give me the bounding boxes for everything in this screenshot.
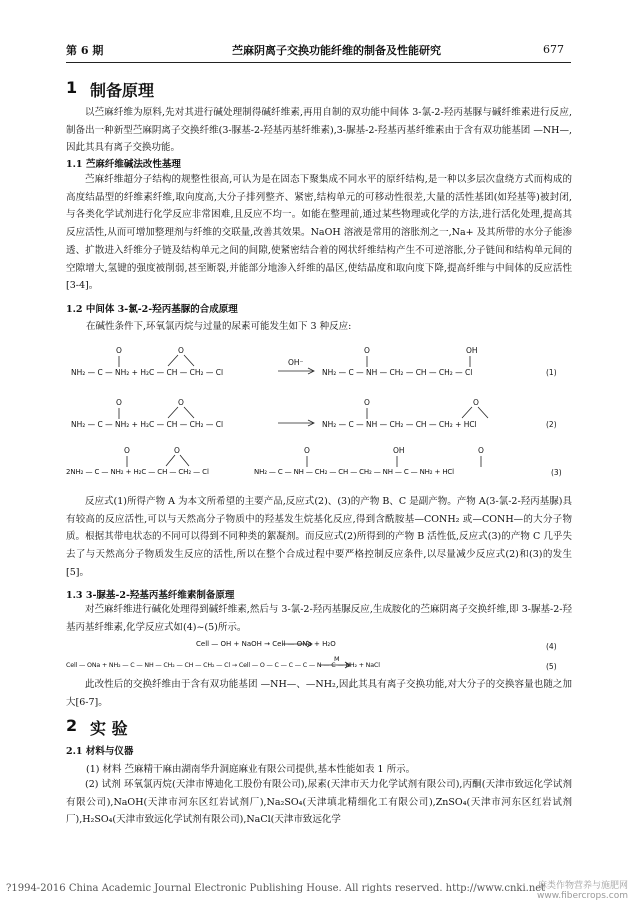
r2-product-epoxide-o: O <box>473 398 479 407</box>
reaction-1-condition: OH⁻ <box>288 358 304 367</box>
watermark-line-1: 麻类作物营养与施肥网 <box>537 881 628 891</box>
r3-o-label: O <box>124 446 130 455</box>
equation-4-number: (4) <box>546 642 557 651</box>
section-1-title: 制备原理 <box>90 81 155 100</box>
equation-5: Cell — ONa + NH₂ — C — NH — CH₂ — CH — CH₂ — Cl → Cell — O — C — C — C — N — C — NH₂ + NaCl <box>66 662 380 669</box>
section-1-intro: 以苎麻纤维为原料,先对其进行碱处理制得碱纤维素,再用自制的双功能中间体 3-氯-2-羟丙基脲与碱纤维素进行反应,制备出一种新型苎麻阴离子交换纤维(3-脲基-2-羟基丙基纤维素),3-脲基-2-羟基丙基纤维素由于含有双功能基团 —NH—,因此其具有离子交换功能。 <box>66 107 572 154</box>
reaction-2-right: NH₂ — C — NH — CH₂ — CH — CH₂ + HCl <box>322 420 477 429</box>
reaction-3-number: (3) <box>551 468 562 477</box>
r3-epoxide-bond-right <box>180 455 189 466</box>
watermark-line-2: www.fibercrops.com <box>537 891 628 901</box>
r2-product-o: O <box>364 398 370 407</box>
r1-o-label: O <box>116 346 122 355</box>
r3-product-o1: O <box>304 446 310 455</box>
r3-epoxide-o: O <box>174 446 180 455</box>
materials-item: (1) 材料 苎麻精干麻由湖南华升洞庭麻业有限公司提供,基本性能如表 1 所示。 <box>86 764 416 775</box>
r3-product-o2: O <box>478 446 484 455</box>
equation-5-condition: M <box>334 655 340 663</box>
reaction-1-left: NH₂ — C — NH₂ + H₂C — CH — CH₂ — Cl <box>71 368 224 377</box>
r1-epoxide-bond-left <box>168 355 178 366</box>
r2-epoxide-bond-left <box>168 407 178 418</box>
r2-epoxide-o: O <box>178 398 184 407</box>
subsection-1-2-title: 1.2 中间体 3-氯-2-羟丙基脲的合成原理 <box>66 304 238 315</box>
subsection-1-1-text: 苎麻纤维超分子结构的规整性很高,可认为是在固态下聚集成不同水平的原纤结构,是一种以多层次盘绕方式而构成的高度结晶型的纤维素纤维,取向度高,大分子排列整齐、紧密,结构单元的可移动性很差,大量的活性基团(如羟基等)被封闭,与各类化学试剂进行化学反应非常困难,且反应不均一。如能在整理前,通过某些物理或化学的方法,进行活化处理,提高其反应活性,从而可增加整理剂与纤维的交联量,改善其效果。NaOH 溶液是常用的溶胀剂之一,Na+ 及其所带的水分子能渗透、扩散进入纤维分子链及结构单元之间的间隙,使紧密结合着的网状纤维结构产生不可逆溶胀,分子链间和结构单元间的空隙增大,氢键的强度被削弱,甚至断裂,并能部分地渗入纤维的晶区,使结晶度和取向度下降,提高纤维与中间体的反应活性[3-4]。 <box>66 174 572 292</box>
subsection-1-3-text: 对苎麻纤维进行碱化处理得到碱纤维素,然后与 3-氯-2-羟丙基脲反应,生成胺化的苎麻阴离子交换纤维,即 3-脲基-2-羟基丙基纤维素,化学反应式如(4)~(5)所示。 <box>66 604 572 633</box>
subsection-1-1-title: 1.1 苎麻纤维碱法改性基理 <box>66 159 181 170</box>
equation-4: Cell — OH + NaOH → Cell — ONa + H₂O <box>196 640 336 648</box>
section-2-title: 实 验 <box>90 719 128 738</box>
reaction-2-left: NH₂ — C — NH₂ + H₂C — CH — CH₂ — Cl <box>71 420 224 429</box>
r1-product-o: O <box>364 346 370 355</box>
r2-product-epoxide-right <box>478 407 488 418</box>
r3-epoxide-bond-left <box>166 455 175 466</box>
r1-product-oh: OH <box>466 346 478 355</box>
r2-product-epoxide-left <box>462 407 472 418</box>
reaction-2-number: (2) <box>546 420 557 429</box>
running-title: 苎麻阴离子交换功能纤维的制备及性能研究 <box>232 44 441 57</box>
reaction-1-right: NH₂ — C — NH — CH₂ — CH — CH₂ — Cl <box>322 368 473 377</box>
r2-epoxide-bond-right <box>184 407 194 418</box>
issue-label: 第 6 期 <box>66 44 104 57</box>
reaction-3-right: NH₂ — C — NH — CH₂ — CH — CH₂ — NH — C — NH₂ + HCl <box>254 468 454 476</box>
r3-product-oh: OH <box>393 446 405 455</box>
r1-epoxide-bond-right <box>184 355 194 366</box>
reaction-3-left: 2NH₂ — C — NH₂ + H₂C — CH — CH₂ — Cl <box>66 468 209 476</box>
watermark <box>537 881 628 901</box>
section-2-number: 2 <box>66 716 78 735</box>
reaction-1-number: (1) <box>546 368 557 377</box>
equation-5-number: (5) <box>546 662 557 671</box>
subsection-2-1-title: 2.1 材料与仪器 <box>66 746 134 757</box>
r1-epoxide-o: O <box>178 346 184 355</box>
reagents-item: (2) 试剂 环氧氯丙烷(天津市博迪化工股份有限公司),尿素(天津市天力化学试剂有限公司),丙酮(天津市致远化学试剂有限公司),NaOH(天津市河东区红岩试剂厂),Na₂SO₄(天津填北精细化工有限公司),ZnSO₄(天津市河东区红岩试剂厂),H₂SO₄(天津市致远化学试剂有限公司),NaCl(天津市致远化学 <box>66 779 572 826</box>
subsection-1-3-title: 1.3 3-脲基-2-羟基丙基纤维素制备原理 <box>66 590 235 601</box>
r2-o-label: O <box>116 398 122 407</box>
subsection-1-3-conclusion: 此改性后的交换纤维由于含有双功能基团 —NH—、—NH₂,因此其具有离子交换功能,对大分子的交换容量也随之加大[6-7]。 <box>66 679 572 708</box>
subsection-1-2-text: 在碱性条件下,环氧氯丙烷与过量的尿素可能发生如下 3 种反应: <box>86 321 352 332</box>
subsection-1-2-discussion: 反应式(1)所得产物 A 为本文所希望的主要产品,反应式(2)、(3)的产物 B、C 是副产物。产物 A(3-氯-2-羟丙基脲)具有较高的反应活性,可以与天然高分子物质中的羟基发生烷基化反应,得到含酰胺基—CONH₂ 或—CONH—的大分子物质。根据其带电状态的不同可以得到不同种类的絮凝剂。而反应式(2)所得到的产物 B 活性低,反应式(3)的产物 C 几乎失去了与天然高分子物质发生反应的活性,所以在整个合成过程中要严格控制反应条件,以尽量减少反应式(2)和(3)的发生[5]。 <box>66 496 572 578</box>
page-number: 677 <box>543 43 564 56</box>
section-1-number: 1 <box>66 78 78 97</box>
copyright-footer: ?1994-2016 China Academic Journal Electronic Publishing House. All rights reserved. http://www.cnki.net <box>6 883 546 894</box>
